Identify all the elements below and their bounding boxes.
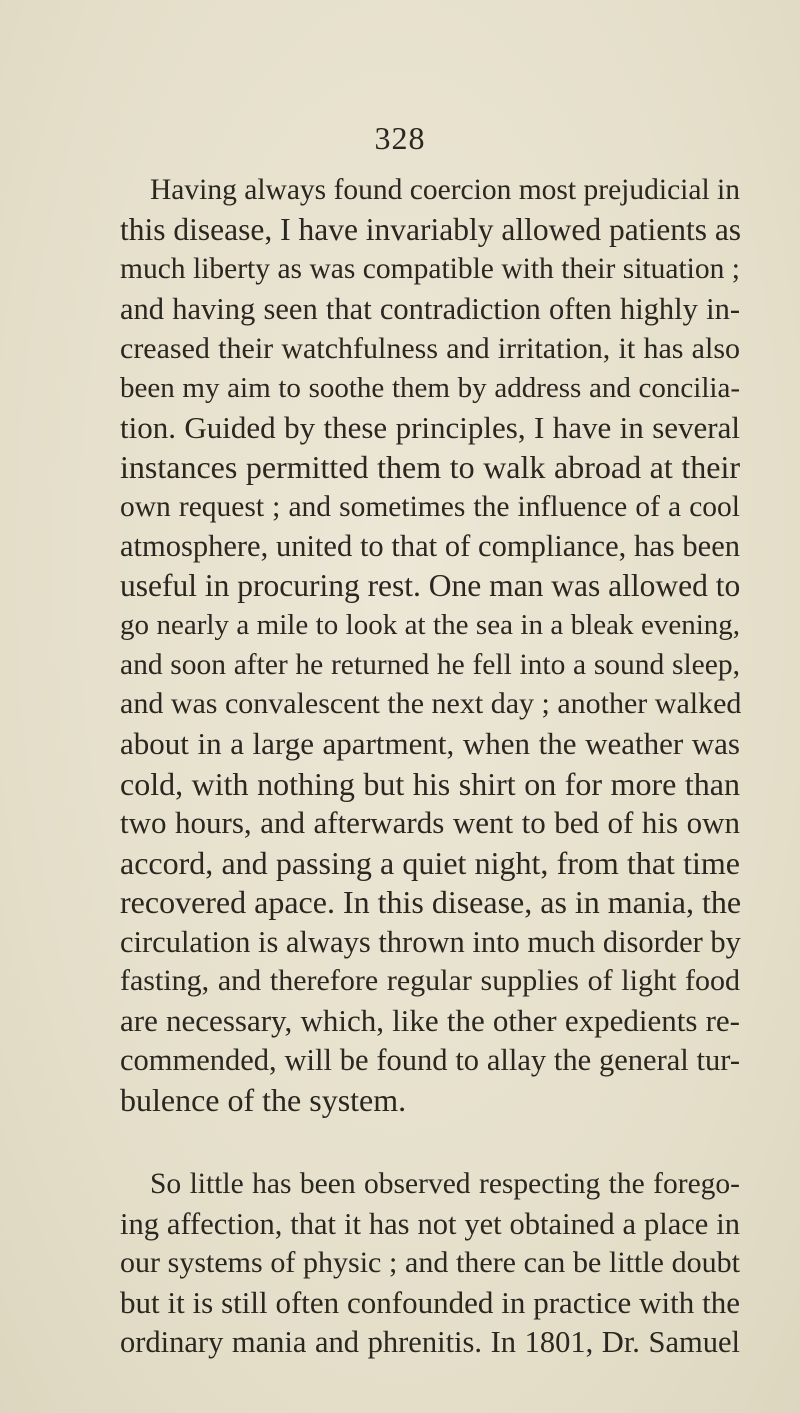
text-line: and having seen that contradiction often highly in- bbox=[120, 292, 740, 326]
text-line: and soon after he returned he fell into a sound sleep, bbox=[120, 649, 740, 681]
text-line: accord, and passing a quiet night, from that time bbox=[120, 845, 740, 881]
text-line: our systems of physic ; and there can be little doubt bbox=[120, 1246, 740, 1279]
text-line: much liberty as was compatible with their situation ; bbox=[120, 253, 740, 285]
text-line: tion. Guided by these principles, I have in several bbox=[120, 410, 740, 445]
text-line: atmosphere, united to that of compliance, has been bbox=[120, 529, 740, 563]
text-line: ordinary mania and phrenitis. In 1801, Dr. Samuel bbox=[120, 1325, 740, 1359]
text-line: go nearly a mile to look at the sea in a bleak evening, bbox=[120, 609, 740, 641]
text-line: bulence of the system. bbox=[120, 1082, 407, 1118]
text-line: commended, will be found to allay the general tur- bbox=[120, 1043, 740, 1077]
text-line: instances permitted them to walk abroad at their bbox=[120, 449, 740, 485]
text-line: So little has been observed respecting the forego- bbox=[150, 1168, 740, 1200]
text-line: recovered apace. In this disease, as in mania, the bbox=[120, 884, 742, 920]
text-line: ing affection, that it has not yet obtained a place in bbox=[120, 1207, 740, 1241]
text-line: are necessary, which, like the other expedients re- bbox=[120, 1003, 740, 1038]
text-line: but it is still often confounded in practice with the bbox=[120, 1285, 740, 1320]
text-line: fasting, and therefore regular supplies of light food bbox=[120, 964, 740, 997]
text-line: two hours, and afterwards went to bed of his own bbox=[120, 805, 740, 840]
text-line: been my aim to soothe them by address and concilia- bbox=[120, 372, 740, 404]
text-line: circulation is always thrown into much disorder by bbox=[120, 925, 741, 959]
text-line: cold, with nothing but his shirt on for more than bbox=[120, 766, 740, 802]
text-line: Having always found coercion most prejudicial in bbox=[150, 174, 740, 206]
text-line: creased their watchfulness and irritation, it has also bbox=[120, 332, 740, 365]
text-line: this disease, I have invariably allowed patients as bbox=[120, 212, 742, 247]
text-line: about in a large apartment, when the weather was bbox=[120, 726, 740, 761]
page-number: 328 bbox=[374, 120, 426, 156]
text-line: own request ; and sometimes the influence of a cool bbox=[120, 491, 740, 523]
text-line: useful in procuring rest. One man was allowed to bbox=[120, 568, 741, 603]
text-line: and was convalescent the next day ; another walked bbox=[120, 687, 742, 720]
